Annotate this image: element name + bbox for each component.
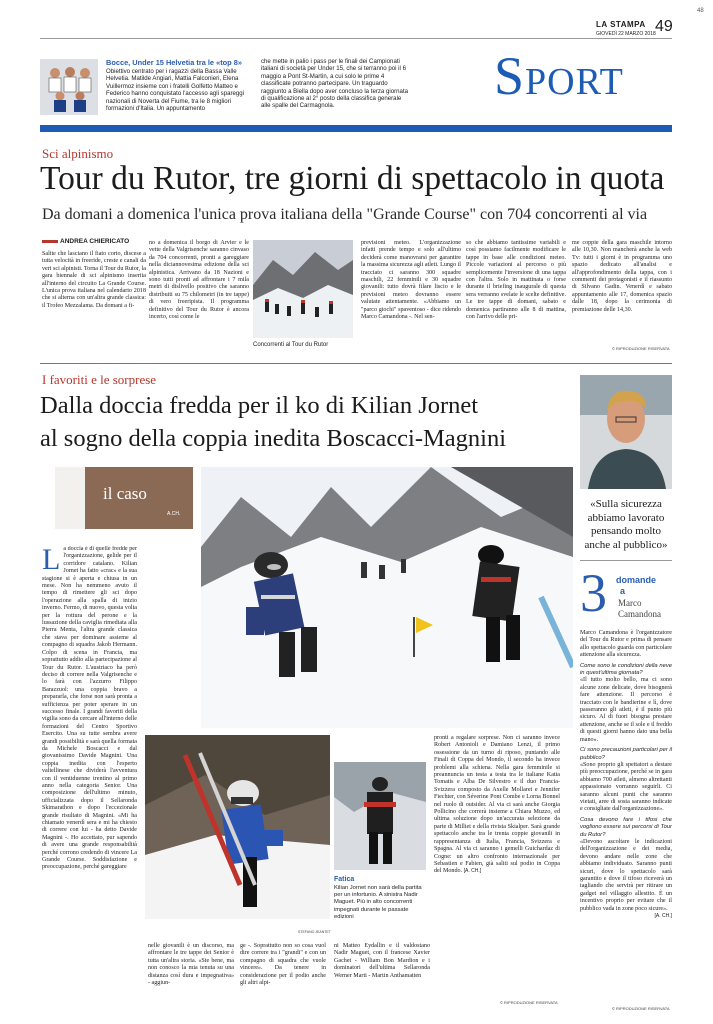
article2-col5-sign: [A. CH.]: [463, 868, 482, 875]
il-caso-notch: [55, 467, 85, 529]
pull-quote: «Sulla sicurezza abbiamo lavorato pensando molto anche al pubblico»: [584, 498, 668, 551]
main-race-photo: [201, 467, 573, 728]
article2-col1: [42, 546, 137, 1014]
fatica-caption: Kilian Jornet non sarà della partita per un infortunio. A sinistra Nadir Maguet. Più in alto concorrenti impegnati durante le passate edizioni: [334, 885, 422, 920]
domande-a: a: [620, 586, 626, 596]
article1-kicker: Sci alpinismo: [42, 146, 114, 161]
camandona-photo: [580, 375, 672, 489]
article1-col5: me coppie della gara maschile intorno alle 10,30. Non mancherà anche la web Tv: tutti i giorni è in programma uno spazio dedicato all'analisi e all'approfondimento della tappa, con i commenti dei protagonisti e il riassunto di Silvano Gadin. Venerdì e sabato appuntamento alle 17, domenica spazio dalle 18, dopo la cerimonia di premiazione delle 14,30.: [572, 240, 672, 313]
teaser-photo: [40, 59, 98, 115]
teaser-col2: che mette in palio i pass per le finali dei Campionati italiani di società per Under 15, che si terranno poi il 6 maggio a Pont St-Martin, a cui solo le prime 4 classificate potranno partecipare. Un traguardo raggiunto a Biella dopo aver concluso la terza giornata di qualificazione al 2° posto della classifica generale alle spalle del Carmagnola.: [261, 58, 409, 110]
section-title: Sport: [494, 46, 624, 106]
masthead: LA STAMPA: [596, 20, 646, 29]
quote-rule: [580, 560, 672, 561]
il-caso-label: il caso: [103, 484, 147, 503]
date: GIOVEDÌ 22 MARZO 2018: [596, 31, 656, 37]
interview-sign: [A. CH.]: [654, 913, 672, 920]
article1-headline: Tour du Rutor, tre giorni di spettacolo in quota: [40, 160, 665, 197]
article2-col5: [434, 735, 560, 876]
il-caso-sub: A.CH.: [167, 511, 181, 517]
fatica-label: Fatica: [334, 876, 355, 883]
article2-headline-2: al sogno della coppia inedita Boscacci-Magnini: [40, 425, 507, 452]
article2-col3: ge -. Soprattutto non so cosa vuol dire correre tra i "grandi" e con un compagno di squadra che vuole vincere». Da tenere in considerazione per il podio anche gli altri alpi-: [240, 943, 326, 987]
rutor-photo: [253, 240, 353, 338]
jornet-photo: [334, 762, 426, 870]
maguet-photo: [145, 735, 330, 919]
article2-kicker: I favoriti e le sorprese: [42, 372, 157, 387]
person-last-name: Camandona: [618, 609, 661, 619]
interview-q2: Ci sono precauzioni particolari per il pubblico?: [580, 747, 672, 761]
article2-headline-1: Dalla doccia fredda per il ko di Kilian Jornet: [40, 392, 479, 419]
rutor-photo-caption: Concorrenti al Tour du Rutor: [253, 342, 329, 348]
article2-col5-text: pronti a regalare sorprese. Non ci saranno invece Robert Antonioli e Damiano Lenzi, il primo ossessione da un turno di riposo, puntando alle Finali di Coppa del Mondo, il secondo ha invece problemi alla schiena. Nella gara femminile si preannuncia un testa a testa tra le italiane Katia Tomatis e Alba De Silvestro e il duo Francia-Svizzera composto da Axelle Mollaret e Jennifer Fiechter, con Séverine Pont Combe e Lorna Bonnel nel ruolo di outsider. Al via ci sarà anche Giorgia Pollicino che correrà insieme a Chiara Muzzo, ed ultima soluzione dopo un'accurata selezione da parte di Milliet e della rivista Skialper. Sarà grande spettacolo anche tra le trenta coppie giovanili in rappresentanza di Italia, Francia, Svizzera e Spagna. Al via ci saranno i gemelli Guichardaz di Cogne: un altro confronto internazionale per Sebastien e Fabien, già saliti sul podio in Coppa del Mondo.: [434, 735, 560, 875]
interview-a2: «Sono proprio gli spettatori a destare più preoccupazione, perché se in gara abbiamo 700 atleti, almeno altrettanti appassionato vorranno seguirli. Ci saranno alcuni punti che saranno vietati, aree di sosta saranno indicate e consigliate dall'organizzazione».: [580, 761, 672, 813]
page-marker: 48: [697, 8, 704, 14]
article1-subhead: Da domani a domenica l'unica prova italiana della "Grande Course" con 704 concorrenti al via: [42, 206, 648, 223]
domande-label: domande: [616, 575, 657, 585]
header-rule: [40, 38, 672, 39]
interview-copyright: © RIPRODUZIONE RISERVATA: [612, 1006, 670, 1011]
interview-body: [580, 630, 672, 920]
interview-intro: Marco Camandona è l'organizzatore del Tour du Rutor e prima di pensare allo spettacolo guarda con particolare attenzione alla sicurezza.: [580, 630, 672, 659]
interview-a1: «Il tutto molto bello, ma ci sono alcune zone delicate, dove bisognerà fare attenzione. Il percorso è tracciato con le bandierine e lì, dove passeranno gli atleti, è il punto più sicuro. Al di fuori bisogna prestare attenzione, anche se il sole e il freddo di questi giorni hanno dato una bella mano».: [580, 677, 672, 743]
article1-col1: Salite che lasciano il fiato corto, discese a tutta velocità in freeride, creste e canali da veri sci alpinisti. Torna il Tour du Rutor, la gara biennale di sci alpinismo inserita all'interno del circuito La Grande Course. L'unica prova italiana nel calendario 2018 che si alterna con un'altra grande classica: il Trofeo Mezzalama. Da domani a fi-: [42, 251, 146, 309]
photo-credit: STEFANO JEANTET: [298, 930, 331, 934]
person-first-name: Marco: [618, 598, 642, 608]
article2-dropcap: L: [42, 546, 61, 576]
article2-col2: nelle giovanili è un discorso, ma affrontare le tre tappe dei Senior è tutta un'altra storia. «Ste bene, ma non conosco la mia tenuta su una distanza così dura e impegnativa» - aggiun-: [148, 943, 234, 987]
page-number: 49: [655, 18, 673, 35]
article2-col1-text: a doccia è di quelle fredde per l'organizzazione, gelide per il corridore catalano. Kilian Jornet ha fatto «crac» e la sua stagione si è aperta e chiusa in un mese. Non ha nemmeno avuto il tempo di rimettere gli sci dopo l'operazione alla spalla di inizio inverno. Fermo, di nuovo, questa volta per la rottura del perone e la lussazione della caviglia rimediata alla Pierra Menta, l'altra grande classica che stava per dominare assieme al compagno di squadra Jakob Hermann. Colpo di scena in Francia, ma soprattutto addio alla partecipazione al Tour du Rutor. L'austriaco ha però deciso di correre nella Valgrisenche e lo farà con l'azzurro Filippo Barazzuol: una coppia bravo a prepararla, che forse non sarà pronta a sufficienza per poter sperare in un successo finale. I grandi favoriti della vigilia sono da cercare all'interno delle formazioni del Centro Sportivo Esercito. Una su tutte sembra avere grandi possibilità e sarà quella formata da Michele Boscacci e dal giovanissimo Davide Magnini. Una coppia inedita con l'esperto valtellinese che dividerà l'avventura con il ventiduenne trentino al primo anno nella categoria Senior. Una composizione dell'ultimo minuto, ufficializzata dopo il Sellaronda Skimarathon e dopo l'eccezionale grande risultato di Magnini. «Mi ha chiamato venerdì sera e mi ha chiesto di correre con lui - ha detto Davide Magnini -. Ho accettato, pur sapendo di avere una grande responsabilità perché corrono credendo di vincere La Grande Course. Soddisfazione e preoccupazione, perché gareggiare: [42, 546, 137, 871]
interview-number: 3: [580, 563, 607, 623]
article1-copyright: © RIPRODUZIONE RISERVATA: [612, 346, 670, 351]
article-divider: [40, 363, 672, 364]
il-caso-box: [55, 467, 193, 529]
interview-a3: «Devono ascoltare le indicazioni dell'organizzazione e dei media, devono andare nelle zone che abbiamo individuato. Saranno punti sicuri, dove lo spettacolo sarà garantito e dove il tifoso riceverà un tagliando che servirà per ritirare un gadget nel villaggio allestito. È un incentivo proprio per evitare che il pubblico vada in zone poco sicure».: [580, 838, 672, 912]
article1-col3: previsioni meteo. L'organizzazione infatti prende tempo e solo all'ultimo deciderà come manovrarsi per garantire la massima sicurezza agli atleti. Lungo il tracciato ci saranno 300 squadre maschili, 22 femminili e 30 squadre giovanili: tutto dovrà filare liscio e le previsioni meteo dovranno essere valutate attentamente. «Abbiamo un "parco giochi" spaventoso - dice ridendo Marco Camandona -. Nel sen-: [361, 240, 461, 321]
article1-author: ANDREA CHIERICATO: [60, 238, 130, 245]
teaser-title: Bocce, Under 15 Helvetia tra le «top 8»: [106, 58, 242, 67]
teaser-col1: Obiettivo centrato per i ragazzi della Bassa Valle Helvetia. Matilde Angiari, Mattia Falconieri, Elena Vuillermoz insieme con i fratelli Golfetto Matteo e Federico hanno conquistato l'accesso agli spareggi nazionali di Noverta del Fiume, tra le 8 migliori formazioni d'Italia. Un appuntamento: [106, 68, 245, 113]
author-mark: [42, 240, 58, 243]
article2-copyright: © RIPRODUZIONE RISERVATA: [500, 1000, 558, 1005]
article2-col4: ni Matteo Eydallin e il valdostano Nadir Maguet, con il francese Xavier Gachet - William Bon Mardion e i dominatori dell'ultima Sellaronda Werner Marti - Martin Anthamatten: [334, 943, 430, 979]
section-bar: [40, 125, 672, 132]
article1-col2: no a domenica il borgo di Arvier e le vette della Valgrisenche saranno cinvaso da 704 concorrenti, pronti a gareggiare nella diciannovesima edizione della sci alpinistica. Arrivano da 18 Nazioni e sono tutti pronti ad affrontare i 7 mila metri di dislivello positivo che saranno distribuiti su 75 chilometri (in tre tappe) di vero freeripista. Il programma definitivo del Tour du Rutor è ancora incerto, così come le: [149, 240, 249, 321]
interview-q1: Come sono le condizioni della neve in quest'ultima giornata?: [580, 662, 672, 677]
article1-col4: so che abbiamo tantissime variabili e così possiamo facilmente modificare le tappe in base alle condizioni meteo. Piccole variazioni al percorso o più semplicemente l'inversione di una tappa con l'altra. Solo in mattinata o forse durante il briefing inaugurale di questa sera verranno svelate le scelte definitive. Le tre tappe di domani, sabato e domenica partiranno alle 8 di mattina, con l'arrivo delle pri-: [466, 240, 566, 321]
interview-q3: Cosa devono fare i tifosi che vogliono essere sui percorsi di Tour du Rutor?: [580, 816, 672, 838]
